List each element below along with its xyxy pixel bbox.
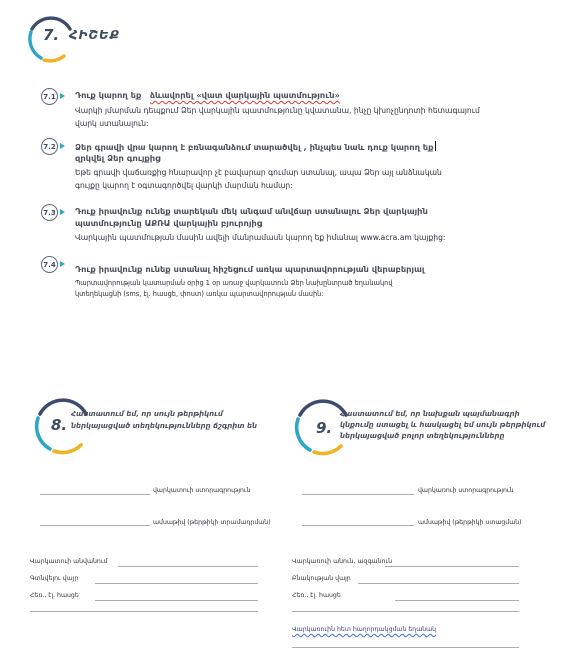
badge-7-4: 7.4 — [41, 256, 58, 273]
item-7-4-text-line2: կտեղեկացնի (sms, էլ. հասցե, փոստ) առկա պարտավորության մասին: — [75, 290, 324, 298]
section-9-date-caption: ամսաթիվ (թերթիկի ստացման) — [418, 519, 522, 526]
item-7-2-heading-line2: զրկվել Ձեր գույքից — [75, 153, 161, 163]
section-8-field-input-name[interactable] — [118, 566, 258, 567]
section-9-field-label-contact: Հեռ., էլ. հասցե — [292, 592, 341, 599]
section-9-field-input-address[interactable] — [358, 583, 519, 584]
section-8-title-line1: Հաստատում եմ, որ սույն թերթիկում — [71, 410, 223, 418]
item-7-3-text: Վարկային պատմության մասին ավելի մանրամասն կարող եք իմանալ www.acra.am կայքից: — [75, 233, 446, 242]
section-9-signature-line[interactable] — [302, 494, 414, 495]
section-9-field-label-name: Վարկառուի անուն, ազգանուն — [292, 558, 392, 565]
item-7-3-heading-line1: Դուք իրավունք ունեք տարեկան մեկ անգամ անվճար ստանալու Ձեր վարկային — [75, 206, 428, 216]
item-7-1-text: Վարկի յմարման դեպքում Ձեր վարկային պատմությունը կվատանա, ինչը կխոչընդոտի հետագայում վարկ ստանալուն: — [75, 106, 480, 128]
section-9-communication-method-label: Վարկառուին հետ հաղորդակցման եղանակ — [292, 626, 437, 633]
section-9-date-line[interactable] — [302, 525, 414, 526]
badge-7-2: 7.2 — [41, 138, 58, 155]
section-8-date-line[interactable] — [40, 525, 150, 526]
section-9-number: 9. — [316, 419, 333, 437]
arrow-right-icon — [60, 143, 65, 149]
item-7-4-heading: Դուք իրավունք ունեք ստանալ հիշեցում առկա պարտավորության վերաբերյալ — [75, 264, 425, 274]
section-8-date-caption: ամսաթիվ (թերթիկի տրամադրման) — [153, 519, 271, 526]
badge-7-1: 7.1 — [41, 88, 58, 105]
section-8-field-input-extra[interactable] — [30, 611, 258, 612]
section-9-title-line2: կնքումը ստացել և հասկացել եմ սույն թերթիկում — [340, 421, 546, 429]
section-9-field-input-extra[interactable] — [292, 611, 519, 612]
section-9-title-line1: Հաստատում եմ, որ նախքան պայմանագրի — [340, 410, 520, 418]
section-8-field-input-contact[interactable] — [95, 600, 258, 601]
section-8-signature-line[interactable] — [40, 494, 150, 495]
text-cursor — [435, 141, 436, 151]
arrow-right-icon — [60, 209, 65, 215]
section-9-title-line3: ներկայացված բոլոր տեղեկությունները — [340, 432, 505, 440]
section-8-field-label-contact: Հեռ., էլ. հասցե — [30, 592, 79, 599]
item-7-2-text-line1: Եթե գրավի վաճառքից հնարավոր չէ բավարար գումար ստանալ, ապա Ձեր այլ անձնական — [75, 168, 442, 177]
item-7-3-heading-line2: պատմությունը ԱՔՌԱ վարկային բյուրոյից — [75, 218, 263, 228]
item-7-2-text-line2: գույքը կարող է օգտագործվել վարկի մարման համար: — [75, 181, 293, 190]
section-8-field-label-address: Գտնվելու վայր — [30, 575, 79, 582]
badge-7-3: 7.3 — [41, 204, 58, 221]
item-7-4-text-line1: Պարտավորության կատարման օրից 1 օր առաջ վարկատուն Ձեր նախընտրած եղանակով — [75, 279, 393, 287]
arrow-right-icon — [60, 93, 65, 99]
section-9-field-input-name[interactable] — [385, 566, 519, 567]
section-8-number: 8. — [51, 416, 68, 434]
section-7-title: ՀԻՇԵՔ — [69, 28, 121, 42]
section-8-title-line2: ներկայացված տեղեկությունները ճշգրիտ են — [71, 422, 257, 430]
section-9-communication-method-input[interactable] — [292, 647, 519, 648]
section-8-field-label-name: Վարկատուի անվանում — [30, 558, 108, 565]
item-7-2-heading-line1: Ձեր գրավի վրա կարող է բռնագանձում տարածվել , ինչպես նաև դուք կարող եք — [75, 142, 434, 152]
item-7-1-heading: Դուք կարող եք ձևավորել «վատ վարկային պատմություն» — [75, 90, 340, 100]
section-9-signature-caption: վարկառուի ստորագրություն — [418, 487, 514, 494]
arrow-right-icon — [60, 261, 65, 267]
section-9-field-label-address: Բնակության վայր — [292, 575, 351, 582]
section-9-field-input-contact[interactable] — [395, 600, 519, 601]
section-8-signature-caption: վարկատուի ստորագրություն — [153, 487, 251, 494]
section-7-number: 7. — [43, 26, 60, 44]
section-8-field-input-address[interactable] — [95, 583, 258, 584]
